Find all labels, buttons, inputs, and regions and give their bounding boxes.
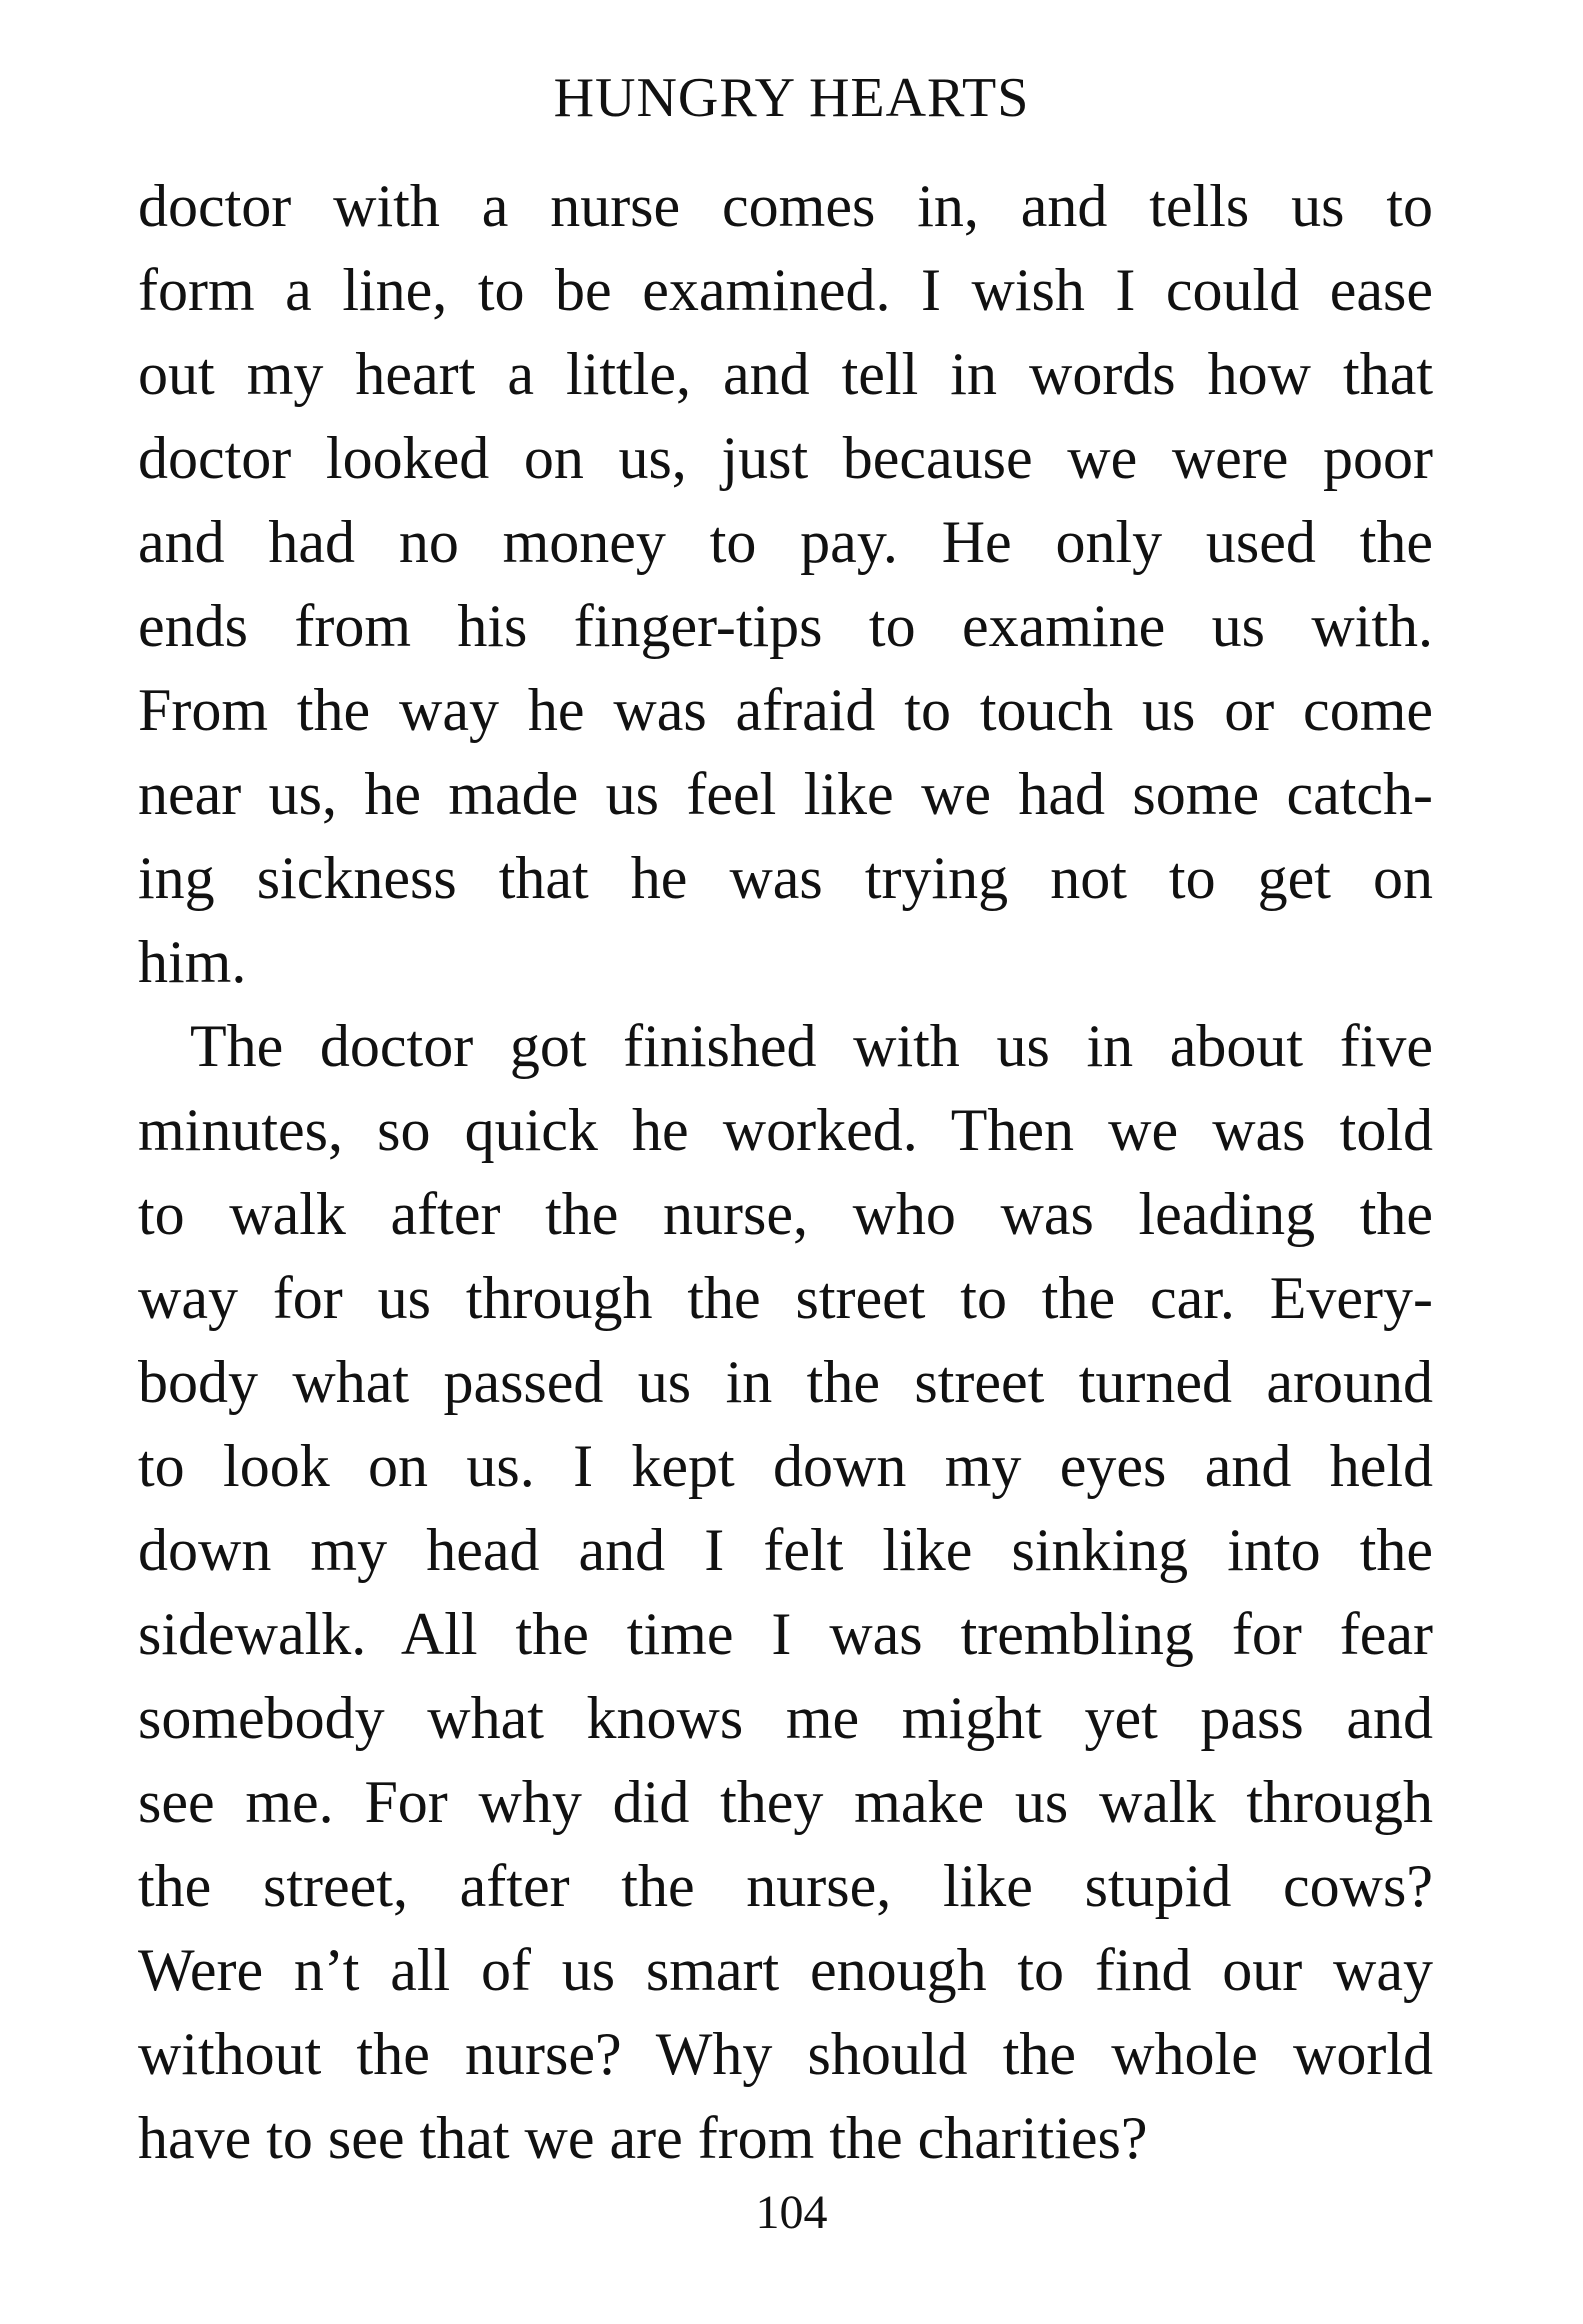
text-line: The doctor got finished with us in about five <box>190 1013 1433 1079</box>
text-line: to walk after the nurse, who was leading the <box>138 1181 1433 1247</box>
paragraph-1 <box>138 164 1433 1004</box>
text-line: and had no money to pay. He only used the <box>138 509 1433 575</box>
text-line: doctor looked on us, just because we were poor <box>138 425 1433 491</box>
text-line: near us, he made us feel like we had some catch- <box>138 761 1433 827</box>
text-line: him. <box>138 929 247 995</box>
text-line: the street, after the nurse, like stupid cows? <box>138 1853 1433 1919</box>
running-head-title: HUNGRY HEARTS <box>553 67 1030 129</box>
text-line: somebody what knows me might yet pass and <box>138 1685 1433 1751</box>
text-line: have to see that we are from the charities? <box>138 2105 1148 2171</box>
text-line: From the way he was afraid to touch us or come <box>138 677 1433 743</box>
text-line: without the nurse? Why should the whole world <box>138 2021 1433 2087</box>
text-line: minutes, so quick he worked. Then we was told <box>138 1097 1433 1163</box>
paragraph-2 <box>138 1004 1433 2180</box>
body-text <box>138 164 1433 2180</box>
text-line: Were n’t all of us smart enough to find our way <box>138 1937 1433 2003</box>
text-line: down my head and I felt like sinking into the <box>138 1517 1433 1583</box>
text-line: body what passed us in the street turned around <box>138 1349 1433 1415</box>
text-line: see me. For why did they make us walk through <box>138 1769 1433 1835</box>
text-line: sidewalk. All the time I was trembling for fear <box>138 1601 1433 1667</box>
text-line: to look on us. I kept down my eyes and held <box>138 1433 1433 1499</box>
page-number: 104 <box>755 2186 828 2239</box>
text-line: way for us through the street to the car. Every- <box>138 1265 1433 1331</box>
text-line: out my heart a little, and tell in words how that <box>138 341 1433 407</box>
text-line: ends from his finger-tips to examine us with. <box>138 593 1433 659</box>
text-line: doctor with a nurse comes in, and tells us to <box>138 173 1433 239</box>
text-line: form a line, to be examined. I wish I could ease <box>138 257 1433 323</box>
text-line: ing sickness that he was trying not to get on <box>138 845 1433 911</box>
